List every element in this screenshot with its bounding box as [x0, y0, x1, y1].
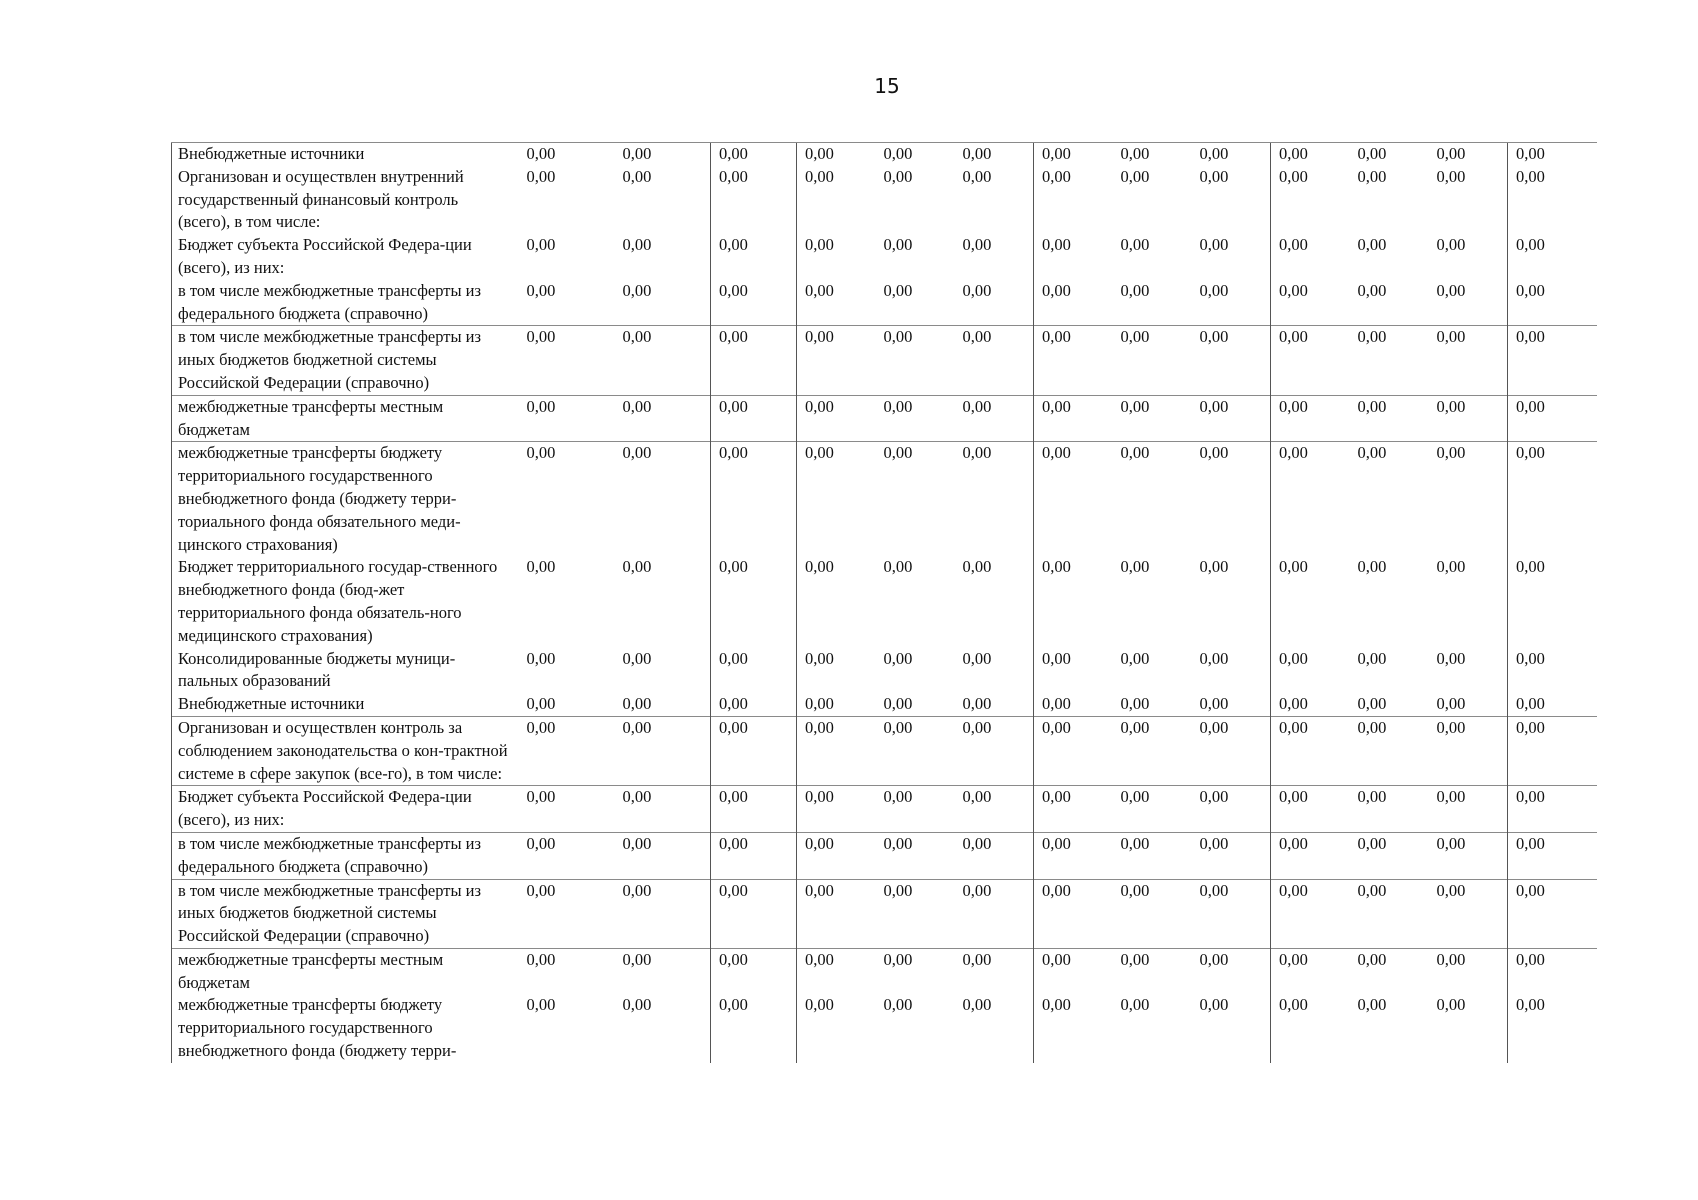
value-cell: 0,00 [876, 442, 955, 556]
value-cell: 0,00 [1350, 143, 1429, 166]
value-cell: 0,00 [1350, 832, 1429, 879]
value-cell: 0,00 [955, 832, 1034, 879]
value-cell: 0,00 [1271, 556, 1350, 647]
value-cell: 0,00 [1113, 879, 1192, 948]
value-cell: 0,00 [1034, 948, 1113, 994]
value-cell: 0,00 [1120, 995, 1150, 1015]
value-cell: 0,00 [1192, 326, 1271, 395]
value-cell: 0,00 [1120, 648, 1150, 668]
value-cell: 0,00 [797, 326, 876, 395]
value-cell: 0,00 [1271, 786, 1350, 833]
value-cell: 0,00 [1508, 395, 1597, 442]
value-cell: 0,00 [1113, 395, 1192, 442]
value-cell: 0,00 [1113, 442, 1192, 556]
value-cell: 0,00 [615, 716, 711, 785]
value-cell: 0,00 [1350, 395, 1429, 442]
value-cell: 0,00 [526, 166, 556, 186]
value-cell: 0,00 [711, 326, 797, 395]
value-cell: 0,00 [1271, 326, 1350, 395]
value-cell: 0,00 [1271, 994, 1350, 1062]
value-cell: 0,00 [797, 395, 876, 442]
value-cell: 0,00 [962, 995, 992, 1015]
budget-table [171, 142, 1597, 1063]
value-cell: 0,00 [1436, 235, 1466, 255]
value-cell: 0,00 [622, 694, 652, 714]
row-label: межбюджетные трансферты бюджету территориального государственного внебюджетного фонда (бюджету терри- [172, 994, 519, 1062]
table-row [172, 693, 1597, 716]
table-row [172, 234, 1597, 280]
value-cell: 0,00 [1508, 693, 1597, 716]
value-cell: 0,00 [1271, 166, 1350, 234]
value-cell: 0,00 [797, 556, 876, 647]
value-cell: 0,00 [876, 716, 955, 785]
value-cell: 0,00 [1034, 234, 1113, 280]
row-label: межбюджетные трансферты местным бюджетам [172, 395, 519, 442]
value-cell: 0,00 [1436, 694, 1466, 714]
table-row [172, 166, 1597, 234]
value-cell: 0,00 [1357, 280, 1387, 300]
value-cell: 0,00 [955, 143, 1034, 166]
value-cell: 0,00 [711, 994, 797, 1062]
budget-table-body [172, 143, 1597, 1063]
table-row [172, 716, 1597, 785]
value-cell: 0,00 [1113, 832, 1192, 879]
value-cell: 0,00 [1271, 234, 1350, 280]
value-cell: 0,00 [711, 143, 797, 166]
value-cell: 0,00 [797, 716, 876, 785]
value-cell: 0,00 [1120, 166, 1150, 186]
value-cell: 0,00 [1199, 648, 1229, 668]
value-cell: 0,00 [1271, 693, 1350, 716]
value-cell: 0,00 [1357, 166, 1387, 186]
value-cell: 0,00 [962, 648, 992, 668]
value-cell: 0,00 [1271, 948, 1350, 994]
value-cell: 0,00 [711, 234, 797, 280]
value-cell: 0,00 [797, 879, 876, 948]
value-cell: 0,00 [711, 556, 797, 647]
value-cell: 0,00 [1350, 786, 1429, 833]
row-label: межбюджетные трансферты местным бюджетам [172, 948, 519, 994]
value-cell: 0,00 [1192, 948, 1271, 994]
value-cell: 0,00 [1508, 994, 1597, 1062]
value-cell: 0,00 [1429, 832, 1508, 879]
value-cell: 0,00 [1199, 235, 1229, 255]
value-cell: 0,00 [883, 235, 913, 255]
value-cell: 0,00 [1199, 694, 1229, 714]
value-cell: 0,00 [883, 648, 913, 668]
value-cell: 0,00 [955, 395, 1034, 442]
value-cell: 0,00 [955, 442, 1034, 556]
value-cell: 0,00 [1508, 326, 1597, 395]
row-label: Внебюджетные источники [172, 143, 519, 166]
value-cell: 0,00 [1113, 948, 1192, 994]
value-cell: 0,00 [1113, 786, 1192, 833]
value-cell: 0,00 [711, 879, 797, 948]
value-cell: 0,00 [1034, 326, 1113, 395]
value-cell: 0,00 [615, 326, 711, 395]
value-cell: 0,00 [1192, 395, 1271, 442]
value-cell: 0,00 [955, 716, 1034, 785]
value-cell: 0,00 [1508, 280, 1597, 326]
value-cell: 0,00 [1350, 442, 1429, 556]
table-row [172, 395, 1597, 442]
value-cell: 0,00 [519, 832, 615, 879]
value-cell: 0,00 [1034, 166, 1113, 234]
value-cell: 0,00 [876, 143, 955, 166]
value-cell: 0,00 [1357, 694, 1387, 714]
value-cell: 0,00 [1350, 879, 1429, 948]
value-cell: 0,00 [797, 693, 876, 716]
value-cell: 0,00 [1508, 166, 1597, 234]
value-cell: 0,00 [962, 557, 992, 577]
value-cell: 0,00 [797, 832, 876, 879]
value-cell: 0,00 [1271, 442, 1350, 556]
value-cell: 0,00 [797, 442, 876, 556]
row-label: Организован и осуществлен внутренний государственный финансовый контроль (всего), в том числе: [172, 166, 519, 234]
value-cell: 0,00 [1436, 166, 1466, 186]
value-cell: 0,00 [1034, 280, 1113, 326]
row-label: Консолидированные бюджеты муници-пальных образований [172, 648, 519, 694]
value-cell: 0,00 [962, 694, 992, 714]
value-cell: 0,00 [1034, 693, 1113, 716]
value-cell: 0,00 [1429, 326, 1508, 395]
value-cell: 0,00 [1120, 235, 1150, 255]
value-cell: 0,00 [883, 280, 913, 300]
value-cell: 0,00 [883, 557, 913, 577]
value-cell: 0,00 [1271, 395, 1350, 442]
value-cell: 0,00 [519, 879, 615, 948]
row-label: в том числе межбюджетные трансферты из иных бюджетов бюджетной системы Российской Федерации (справочно) [172, 879, 519, 948]
value-cell: 0,00 [1350, 326, 1429, 395]
value-cell: 0,00 [615, 948, 711, 994]
value-cell: 0,00 [519, 786, 615, 833]
value-cell: 0,00 [526, 694, 556, 714]
table-row [172, 280, 1597, 326]
value-cell: 0,00 [1113, 716, 1192, 785]
table-row [172, 442, 1597, 556]
value-cell: 0,00 [526, 557, 556, 577]
value-cell: 0,00 [876, 326, 955, 395]
value-cell: 0,00 [1113, 143, 1192, 166]
value-cell: 0,00 [1429, 786, 1508, 833]
value-cell: 0,00 [883, 166, 913, 186]
value-cell: 0,00 [526, 235, 556, 255]
value-cell: 0,00 [797, 166, 876, 234]
value-cell: 0,00 [615, 395, 711, 442]
value-cell: 0,00 [1120, 694, 1150, 714]
value-cell: 0,00 [1034, 556, 1113, 647]
value-cell: 0,00 [1192, 879, 1271, 948]
value-cell: 0,00 [1192, 143, 1271, 166]
value-cell: 0,00 [711, 395, 797, 442]
value-cell: 0,00 [1271, 832, 1350, 879]
value-cell: 0,00 [1357, 235, 1387, 255]
table-row [172, 648, 1597, 694]
table-row [172, 994, 1597, 1062]
row-label: в том числе межбюджетные трансферты из федерального бюджета (справочно) [172, 280, 519, 326]
value-cell: 0,00 [519, 326, 615, 395]
value-cell: 0,00 [1271, 879, 1350, 948]
value-cell: 0,00 [615, 879, 711, 948]
value-cell: 0,00 [1192, 442, 1271, 556]
value-cell: 0,00 [1357, 995, 1387, 1015]
value-cell: 0,00 [711, 832, 797, 879]
value-cell: 0,00 [1508, 832, 1597, 879]
value-cell: 0,00 [526, 280, 556, 300]
value-cell: 0,00 [526, 648, 556, 668]
value-cell: 0,00 [1034, 994, 1113, 1062]
value-cell: 0,00 [519, 948, 615, 994]
value-cell: 0,00 [1192, 832, 1271, 879]
value-cell: 0,00 [955, 326, 1034, 395]
value-cell: 0,00 [1436, 557, 1466, 577]
value-cell: 0,00 [797, 280, 876, 326]
value-cell: 0,00 [1034, 786, 1113, 833]
row-label: Внебюджетные источники [172, 693, 519, 716]
value-cell: 0,00 [526, 995, 556, 1015]
value-cell: 0,00 [1271, 143, 1350, 166]
value-cell: 0,00 [955, 879, 1034, 948]
table-row [172, 879, 1597, 948]
value-cell: 0,00 [1429, 879, 1508, 948]
table-row [172, 786, 1597, 833]
value-cell: 0,00 [1508, 786, 1597, 833]
value-cell: 0,00 [1357, 648, 1387, 668]
value-cell: 0,00 [1508, 948, 1597, 994]
value-cell: 0,00 [1508, 648, 1597, 694]
value-cell: 0,00 [962, 280, 992, 300]
value-cell: 0,00 [1508, 143, 1597, 166]
table-row [172, 326, 1597, 395]
value-cell: 0,00 [519, 143, 615, 166]
value-cell: 0,00 [711, 442, 797, 556]
value-cell: 0,00 [711, 948, 797, 994]
table-row [172, 143, 1597, 166]
value-cell: 0,00 [883, 694, 913, 714]
value-cell: 0,00 [1436, 995, 1466, 1015]
value-cell: 0,00 [1034, 442, 1113, 556]
value-cell: 0,00 [876, 948, 955, 994]
value-cell: 0,00 [1508, 716, 1597, 785]
value-cell: 0,00 [1192, 786, 1271, 833]
row-label: межбюджетные трансферты бюджету территориального государственного внебюджетного фонда (бюджету терри-ториального фонда обязательного меди-цинского страхования) [172, 442, 519, 556]
row-label: Бюджет субъекта Российской Федера-ции (всего), из них: [172, 234, 519, 280]
value-cell: 0,00 [1199, 166, 1229, 186]
value-cell: 0,00 [1429, 948, 1508, 994]
value-cell: 0,00 [1034, 832, 1113, 879]
value-cell: 0,00 [1271, 648, 1350, 694]
value-cell: 0,00 [1429, 442, 1508, 556]
value-cell: 0,00 [1357, 557, 1387, 577]
value-cell: 0,00 [622, 648, 652, 668]
value-cell: 0,00 [1436, 648, 1466, 668]
row-label: Организован и осуществлен контроль за соблюдением законодательства о кон-трактной системе в сфере закупок (все-го), в том числе: [172, 716, 519, 785]
value-cell: 0,00 [1113, 326, 1192, 395]
value-cell: 0,00 [622, 557, 652, 577]
value-cell: 0,00 [1508, 556, 1597, 647]
value-cell: 0,00 [1436, 280, 1466, 300]
value-cell: 0,00 [1192, 716, 1271, 785]
value-cell: 0,00 [1120, 557, 1150, 577]
value-cell: 0,00 [876, 395, 955, 442]
value-cell: 0,00 [622, 280, 652, 300]
row-label: в том числе межбюджетные трансферты из иных бюджетов бюджетной системы Российской Федерации (справочно) [172, 326, 519, 395]
value-cell: 0,00 [955, 786, 1034, 833]
value-cell: 0,00 [622, 235, 652, 255]
value-cell: 0,00 [876, 879, 955, 948]
value-cell: 0,00 [797, 234, 876, 280]
value-cell: 0,00 [1034, 395, 1113, 442]
value-cell: 0,00 [883, 995, 913, 1015]
value-cell: 0,00 [1429, 143, 1508, 166]
value-cell: 0,00 [876, 832, 955, 879]
value-cell: 0,00 [711, 786, 797, 833]
value-cell: 0,00 [1271, 280, 1350, 326]
value-cell: 0,00 [1034, 879, 1113, 948]
value-cell: 0,00 [962, 166, 992, 186]
value-cell: 0,00 [1350, 716, 1429, 785]
value-cell: 0,00 [622, 166, 652, 186]
value-cell: 0,00 [519, 442, 615, 556]
value-cell: 0,00 [1034, 716, 1113, 785]
value-cell: 0,00 [519, 395, 615, 442]
value-cell: 0,00 [1429, 395, 1508, 442]
value-cell: 0,00 [1508, 234, 1597, 280]
table-row [172, 832, 1597, 879]
value-cell: 0,00 [1508, 879, 1597, 948]
value-cell: 0,00 [955, 948, 1034, 994]
row-label: Бюджет субъекта Российской Федера-ции (всего), из них: [172, 786, 519, 833]
value-cell: 0,00 [876, 786, 955, 833]
value-cell: 0,00 [711, 716, 797, 785]
value-cell: 0,00 [1034, 648, 1113, 694]
value-cell: 0,00 [615, 832, 711, 879]
value-cell: 0,00 [1120, 280, 1150, 300]
page-number: 15 [874, 74, 900, 98]
value-cell: 0,00 [711, 280, 797, 326]
value-cell: 0,00 [797, 648, 876, 694]
value-cell: 0,00 [615, 786, 711, 833]
value-cell: 0,00 [1271, 716, 1350, 785]
value-cell: 0,00 [622, 995, 652, 1015]
budget-table-wrapper [171, 142, 1597, 1063]
value-cell: 0,00 [797, 948, 876, 994]
row-label: Бюджет территориального государ-ственного внебюджетного фонда (бюд-жет территориального фонда обязатель-ного медицинского страхования) [172, 556, 519, 647]
value-cell: 0,00 [615, 442, 711, 556]
value-cell: 0,00 [1199, 995, 1229, 1015]
value-cell: 0,00 [615, 143, 711, 166]
value-cell: 0,00 [1429, 716, 1508, 785]
row-label: в том числе межбюджетные трансферты из федерального бюджета (справочно) [172, 832, 519, 879]
value-cell: 0,00 [1199, 557, 1229, 577]
value-cell: 0,00 [797, 786, 876, 833]
table-row [172, 948, 1597, 994]
value-cell: 0,00 [711, 166, 797, 234]
value-cell: 0,00 [1199, 280, 1229, 300]
value-cell: 0,00 [797, 143, 876, 166]
value-cell: 0,00 [711, 648, 797, 694]
value-cell: 0,00 [1508, 442, 1597, 556]
table-row [172, 556, 1597, 647]
value-cell: 0,00 [1350, 948, 1429, 994]
value-cell: 0,00 [711, 693, 797, 716]
value-cell: 0,00 [519, 716, 615, 785]
value-cell: 0,00 [962, 235, 992, 255]
value-cell: 0,00 [1034, 143, 1113, 166]
value-cell: 0,00 [797, 994, 876, 1062]
